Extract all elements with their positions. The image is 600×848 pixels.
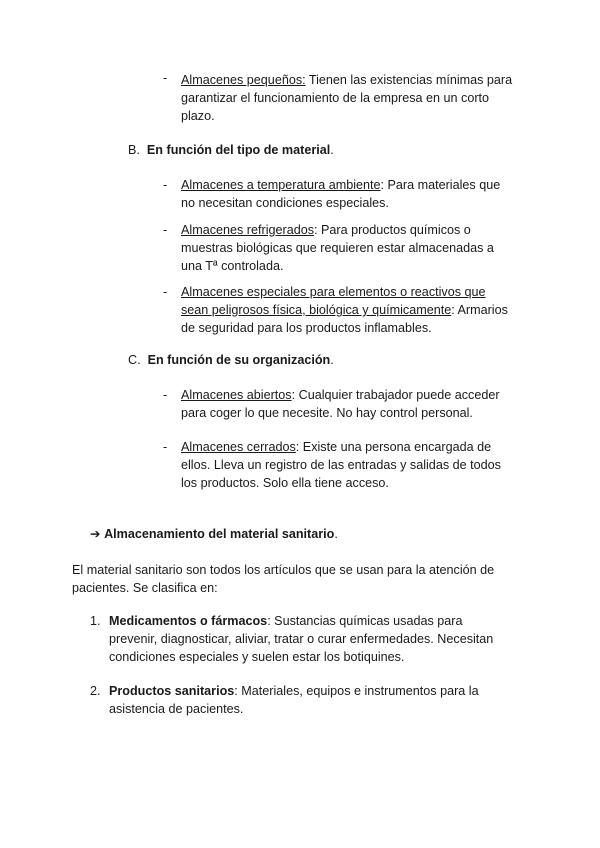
material-sanitario-heading: ➔ Almacenamiento del material sanitario. (90, 527, 338, 541)
item-term: Almacenes a temperatura ambiente (181, 178, 381, 192)
item-term: Medicamentos o fármacos (109, 614, 268, 628)
item-term: Almacenes abiertos (181, 388, 292, 402)
list-item-abiertos: Almacenes abiertos: Cualquier trabajador puede acceder para coger lo que necesite. No hay control personal. (181, 388, 500, 420)
section-c-heading: C. En función de su organización. (128, 353, 334, 367)
list-dash: - (163, 440, 168, 454)
list-item-temperatura-ambiente: Almacenes a temperatura ambiente: Para materiales que no necesitan condiciones especiales. (181, 178, 501, 210)
arrow-icon: ➔ (90, 527, 101, 541)
list-item-medicamentos: Medicamentos o fármacos: Sustancias químicas usadas para prevenir, diagnosticar, aliviar, tratar o curar enfermedades. Necesitan condiciones especiales y suelen estar los botiquines. (109, 614, 494, 664)
list-item-cerrados: Almacenes cerrados: Existe una persona encargada de ellos. Lleva un registro de las entradas y salidas de todos los productos. Solo ella tiene acceso. (181, 440, 501, 490)
list-number: 1. (90, 614, 101, 628)
list-dash: - (163, 71, 168, 85)
list-number: 2. (90, 684, 101, 698)
list-dash: - (163, 285, 168, 299)
item-term: Almacenes cerrados (181, 440, 296, 454)
list-item-productos-sanitarios: Productos sanitarios: Materiales, equipos e instrumentos para la asistencia de pacientes. (109, 684, 479, 716)
list-dash: - (163, 178, 168, 192)
intro-paragraph: El material sanitario son todos los artículos que se usan para la atención de pacientes. Se clasifica en: (72, 563, 495, 595)
item-term: Almacenes especiales para elementos o reactivos que (181, 285, 486, 299)
section-b-heading: B. En función del tipo de material. (128, 143, 334, 157)
item-term: Productos sanitarios (109, 684, 235, 698)
list-item-almacenes-pequenos: Almacenes pequeños: Tienen las existencias mínimas para garantizar el funcionamiento de la empresa en un corto plazo. (181, 73, 513, 123)
list-dash: - (163, 388, 168, 402)
list-dash: - (163, 223, 168, 237)
item-term: Almacenes refrigerados (181, 223, 314, 237)
list-item-especiales: Almacenes especiales para elementos o reactivos que sean peligrosos física, biológica y químicamente: Armarios de seguridad para los productos inflamables. (181, 285, 508, 335)
item-term: sean peligrosos física, biológica y químicamente (181, 303, 452, 317)
list-item-refrigerados: Almacenes refrigerados: Para productos químicos o muestras biológicas que requieren estar almacenadas a una Tª controlada. (181, 223, 494, 273)
item-term: Almacenes pequeños: (181, 73, 306, 87)
